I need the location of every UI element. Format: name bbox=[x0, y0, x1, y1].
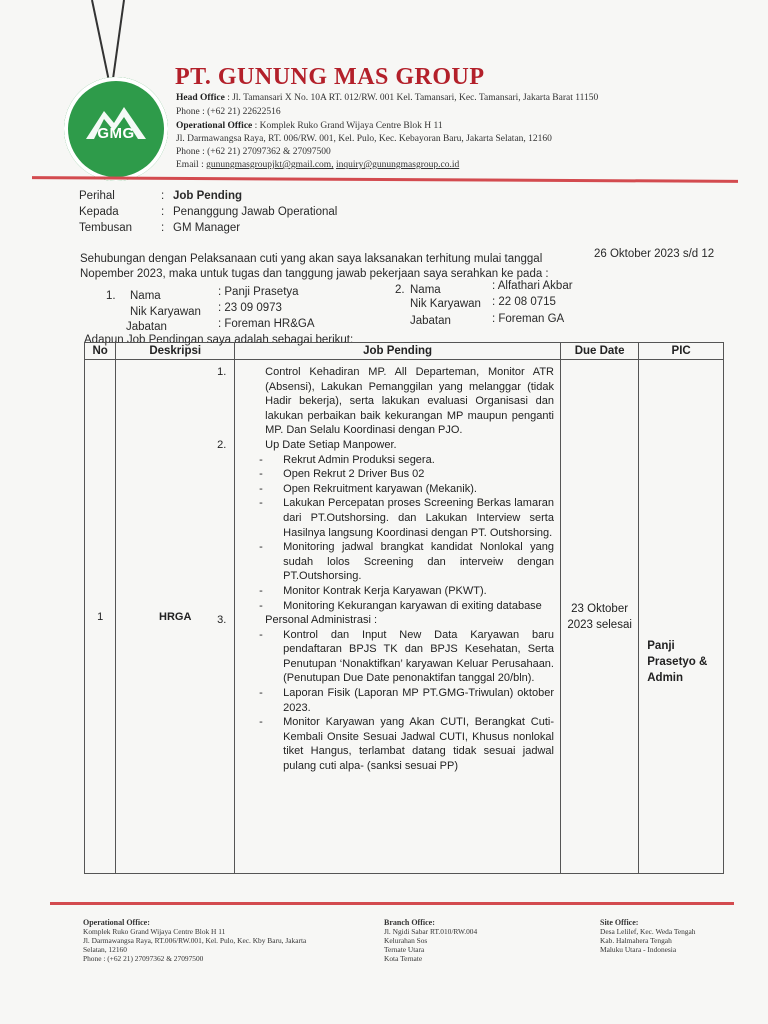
person1-nama: : Panji Prasetya bbox=[218, 286, 299, 298]
intro-line-2: Nopember 2023, maka untuk tugas dan tanggung jawab pekerjaan saya serahkan ke pada : bbox=[80, 268, 549, 280]
pic-line-1: Panji bbox=[647, 639, 675, 652]
header-divider bbox=[32, 176, 738, 183]
table-header-row bbox=[85, 343, 724, 360]
footer-site bbox=[600, 918, 695, 954]
header-job-pending: Job Pending bbox=[235, 343, 561, 360]
operational-office-label: Operational Office bbox=[176, 121, 253, 131]
job-bullet-text: Open Rekrut 2 Driver Bus 02 bbox=[283, 468, 425, 481]
job-bullet-item bbox=[241, 482, 554, 497]
pic-line-3: Admin bbox=[647, 671, 684, 684]
job-bullet-item bbox=[241, 467, 554, 482]
job-section-title bbox=[217, 438, 554, 453]
email-link-1[interactable]: gunungmasgroupjkt@gmail.com, bbox=[206, 160, 334, 170]
job-section-number: 2. bbox=[217, 438, 227, 451]
person1-nik: : 23 09 0973 bbox=[218, 302, 282, 314]
cell-job-pending bbox=[217, 360, 561, 874]
footer-branch bbox=[384, 918, 477, 963]
bullet-dash: - bbox=[259, 453, 263, 466]
job-bullet-text: Rekrut Admin Produksi segera. bbox=[283, 453, 435, 466]
person1-num: 1. bbox=[106, 290, 116, 302]
job-section-number: 3. bbox=[217, 614, 227, 627]
job-section-title bbox=[217, 365, 554, 438]
email-label: Email : bbox=[176, 160, 204, 170]
job-bullet-text: Monitoring jadwal brangkat kandidat Nonlokal yang sudah lolos Screening dan interveiw dengan PT.Outshorsing. bbox=[283, 541, 554, 583]
due-date-line-1: 23 Oktober bbox=[571, 602, 629, 615]
footer-site-title: Site Office: bbox=[600, 918, 639, 927]
job-bullet-item bbox=[241, 599, 554, 614]
intro-date: 26 Oktober 2023 s/d 12 bbox=[594, 248, 715, 260]
footer-branch-title: Branch Office: bbox=[384, 918, 435, 927]
job-bullet-text: Kontrol dan Input New Data Karyawan baru pendaftaran BPJS TK dan BPJS Kesehatan, Serta Penutupan ‘Nonaktifkan’ karyawan Keluar Perusahaan. (Penutupan Due Date penonaktifan tanggal 20/bln). bbox=[283, 628, 554, 685]
job-bullet-text: Open Rekruitment karyawan (Mekanik). bbox=[283, 482, 477, 495]
person2-jabatan-label: Jabatan bbox=[410, 315, 451, 327]
job-bullet-item bbox=[241, 584, 554, 599]
job-bullet-item bbox=[241, 496, 554, 540]
footer-line: Kota Ternate bbox=[384, 954, 423, 963]
operational-office-line bbox=[176, 121, 443, 131]
job-bullet-text: Monitor Karyawan yang Akan CUTI, Berangkat Cuti-Kembali Onsite Sesuai Jadwal CUTI, Khusus nonlokal tiket Hangus, terlambat datang tidak sesuai jadwal pulang cuti alpa- (sanksi sesuai PP) bbox=[283, 716, 554, 773]
table-intro: Adapun Job Pendingan saya adalah sebagai berikut: bbox=[84, 334, 354, 346]
cell-deskripsi: HRGA bbox=[116, 360, 235, 874]
job-bullet-text: Laporan Fisik (Laporan MP PT.GMG-Triwulan) oktober 2023. bbox=[283, 687, 554, 714]
tembusan-label: Tembusan bbox=[79, 222, 133, 234]
email-link-2[interactable]: inquiry@gunungmasgroup.co.id bbox=[335, 160, 460, 170]
job-section-text: Control Kehadiran MP. All Departeman, Monitor ATR (Absensi), Lakukan Pemanggilan yang melanggar (tidak Hadir bekerja), serta lakukan evaluasi Organisasi dan lakukan perbaikan baik kekurangan MP maupun penganti MP. Dan Selalu Koordinasi dengan PJO. bbox=[265, 366, 554, 437]
header-due-date: Due Date bbox=[560, 343, 638, 360]
person2-nik-label: Nik Karyawan bbox=[410, 298, 481, 310]
job-pending-table bbox=[84, 342, 724, 874]
due-date-line-2: 2023 selesai bbox=[567, 618, 632, 631]
job-section-text: Personal Administrasi : bbox=[265, 614, 378, 627]
operational-office-address: : Komplek Ruko Grand Wijaya Centre Blok H 11 bbox=[254, 121, 443, 131]
meta-perihal bbox=[79, 190, 242, 202]
person1-nama-label: Nama bbox=[130, 290, 161, 302]
bullet-dash: - bbox=[259, 584, 263, 597]
job-bullet-item bbox=[241, 715, 554, 773]
kepada-value: Penanggung Jawab Operational bbox=[173, 206, 338, 218]
footer-operational bbox=[83, 918, 306, 963]
colon: : bbox=[161, 190, 165, 202]
phone-line-1: Phone : (+62 21) 22622516 bbox=[176, 107, 281, 117]
header-no: No bbox=[85, 343, 116, 360]
colon: : bbox=[161, 222, 165, 234]
cell-pic bbox=[639, 360, 724, 874]
footer-line: Phone : (+62 21) 27097362 & 27097500 bbox=[83, 954, 204, 963]
logo-text: GMG bbox=[97, 125, 135, 142]
company-name: PT. GUNUNG MAS GROUP bbox=[175, 64, 485, 90]
cell-no: 1 bbox=[85, 360, 116, 874]
bullet-dash: - bbox=[259, 628, 263, 641]
footer-line: Maluku Utara - Indonesia bbox=[600, 945, 677, 954]
job-bullet-text: Monitoring Kekurangan karyawan di exiting database bbox=[283, 599, 542, 612]
colon: : bbox=[161, 206, 165, 218]
footer-divider bbox=[50, 902, 734, 905]
meta-kepada bbox=[79, 206, 337, 218]
pic-line-2: Prasetyo & bbox=[647, 655, 708, 668]
job-bullet-item bbox=[241, 540, 554, 584]
person1-jabatan: : Foreman HR&GA bbox=[218, 318, 315, 330]
person2-nama: : Alfathari Akbar bbox=[492, 280, 573, 292]
job-sections bbox=[217, 365, 554, 774]
bullet-dash: - bbox=[259, 468, 263, 481]
table-row bbox=[85, 360, 724, 874]
header-pic: PIC bbox=[639, 343, 724, 360]
person2-nama-label: Nama bbox=[410, 284, 441, 296]
bullet-dash: - bbox=[259, 497, 263, 510]
person1-nik-label: Nik Karyawan bbox=[130, 306, 201, 318]
bullet-dash: - bbox=[259, 599, 263, 612]
head-office-label: Head Office bbox=[176, 93, 225, 103]
person2-jabatan: : Foreman GA bbox=[492, 313, 565, 325]
job-section-number: 1. bbox=[217, 366, 227, 378]
operational-office-address-2: Jl. Darmawangsa Raya, RT. 006/RW. 001, Kel. Pulo, Kec. Kebayoran Baru, Jakarta Selatan, 12160 bbox=[176, 134, 552, 144]
footer-line: Desa Lelilef, Kec. Weda Tengah bbox=[600, 927, 696, 936]
footer-line: Jl. Darmawangsa Raya, RT.006/RW.001, Kel. Pulo, Kec. Kby Baru, Jakarta bbox=[83, 936, 307, 945]
tembusan-value: GM Manager bbox=[173, 222, 241, 234]
pic-text bbox=[639, 548, 723, 686]
job-bullet-text: Monitor Kontrak Kerja Karyawan (PKWT). bbox=[283, 584, 487, 597]
meta-tembusan bbox=[79, 222, 240, 234]
person2-num: 2. bbox=[395, 284, 405, 296]
footer-line: Kab. Halmahera Tengah bbox=[600, 936, 672, 945]
bullet-dash: - bbox=[259, 716, 263, 729]
cell-due-date bbox=[560, 360, 638, 874]
company-logo bbox=[64, 77, 168, 181]
head-office-line bbox=[176, 93, 598, 103]
job-bullet-item bbox=[241, 628, 554, 686]
header-deskripsi: Deskripsi bbox=[116, 343, 235, 360]
job-section-title bbox=[217, 613, 554, 628]
job-bullet-text: Lakukan Percepatan proses Screening Berkas lamaran dari PT.Outshorsing. dan Lakukan Interview serta Hasilnya langsung Koordinasi dengan PT. Outshorsing. bbox=[283, 497, 554, 539]
phone-line-2: Phone : (+62 21) 27097362 & 27097500 bbox=[176, 147, 331, 157]
perihal-value: Job Pending bbox=[173, 190, 242, 202]
footer-line: Komplek Ruko Grand Wijaya Centre Blok H 11 bbox=[83, 927, 226, 936]
job-bullet-item bbox=[241, 686, 554, 715]
bullet-dash: - bbox=[259, 482, 263, 495]
footer-line: Ternate Utara bbox=[384, 945, 425, 954]
bullet-dash: - bbox=[259, 541, 263, 554]
perihal-label: Perihal bbox=[79, 190, 115, 202]
bullet-dash: - bbox=[259, 687, 263, 700]
footer-operational-title: Operational Office: bbox=[83, 918, 150, 927]
job-bullet-item bbox=[241, 453, 554, 468]
footer-line: Kelurahan Sos bbox=[384, 936, 428, 945]
kepada-label: Kepada bbox=[79, 206, 119, 218]
footer-line: Selatan, 12160 bbox=[83, 945, 127, 954]
email-line bbox=[176, 160, 459, 170]
person1-jabatan-label: Jabatan bbox=[126, 321, 167, 333]
footer-line: Jl. Ngidi Sabar RT.010/RW.004 bbox=[384, 927, 478, 936]
job-section-text: Up Date Setiap Manpower. bbox=[265, 438, 397, 451]
intro-line-1: Sehubungan dengan Pelaksanaan cuti yang akan saya laksanakan terhitung mulai tanggal bbox=[80, 253, 543, 265]
person2-nik: : 22 08 0715 bbox=[492, 296, 556, 308]
head-office-address: : Jl. Tamansari X No. 10A RT. 012/RW. 001 Kel. Tamansari, Kec. Tamansari, Jakarta Barat 11150 bbox=[227, 93, 599, 103]
